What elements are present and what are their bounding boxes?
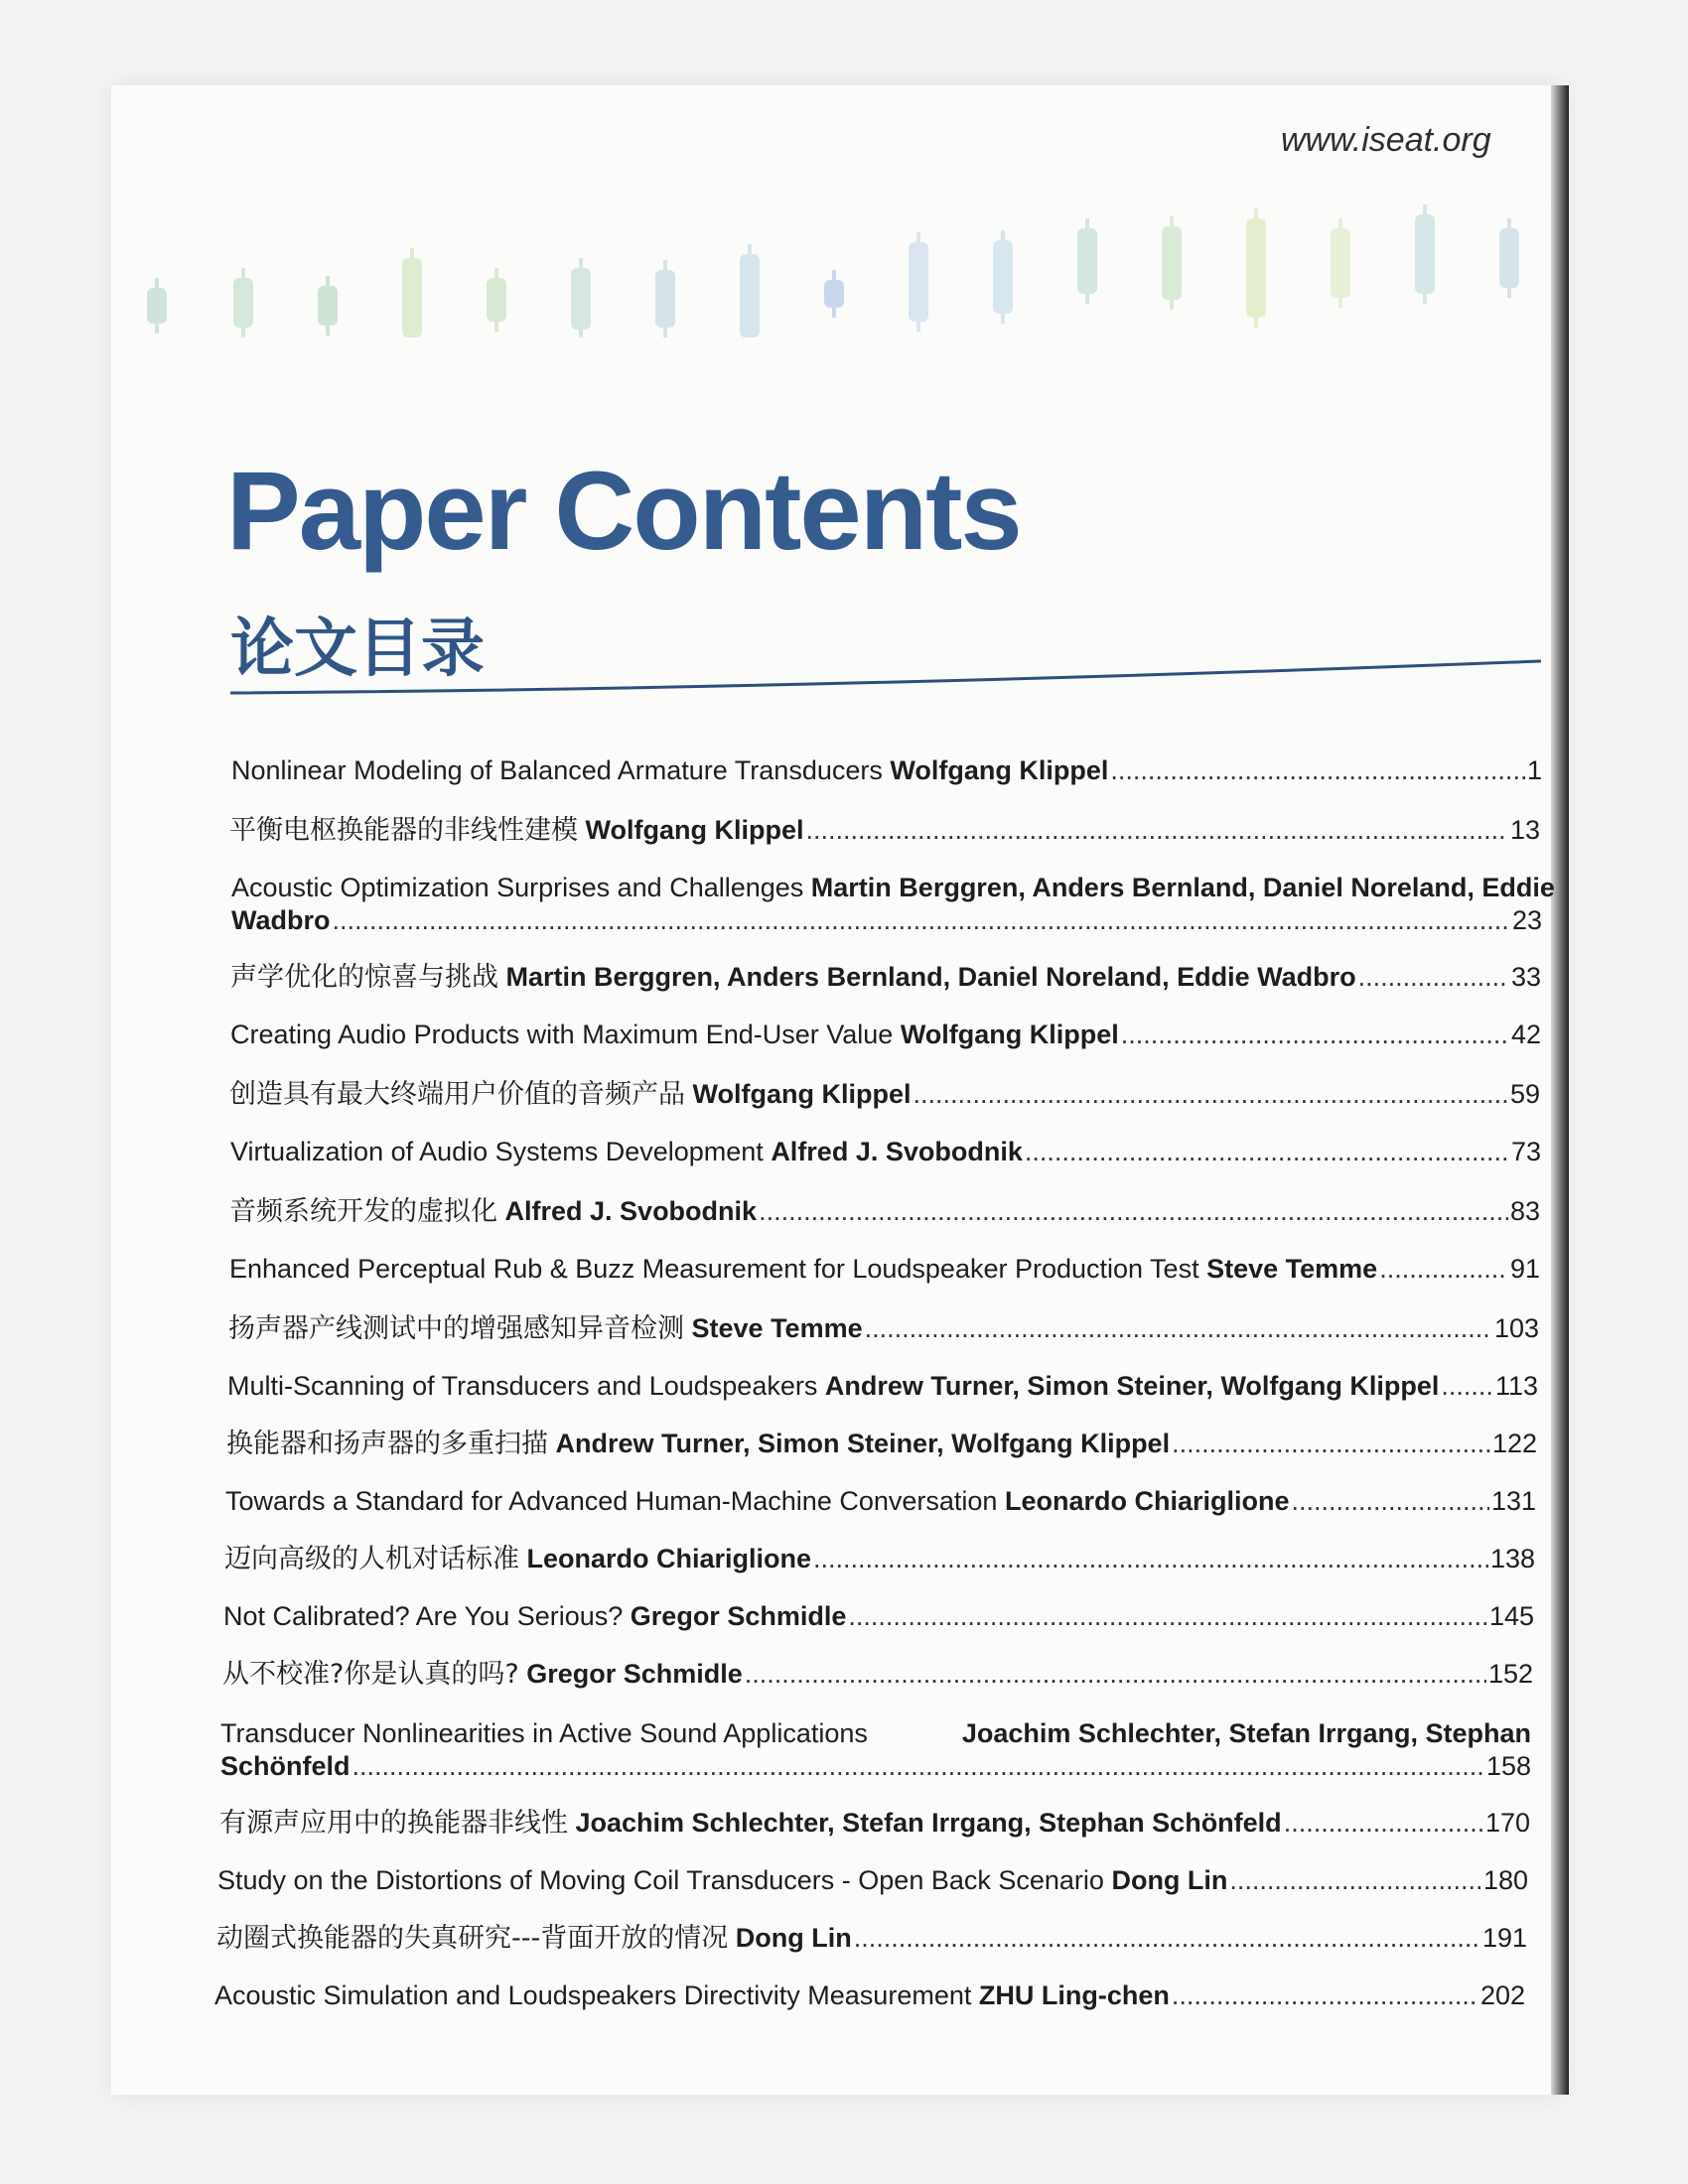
toc-entry-page: 73 bbox=[1510, 1137, 1541, 1166]
toc-entry-page: 131 bbox=[1490, 1486, 1536, 1516]
toc-entry bbox=[230, 961, 1541, 994]
toc-entry-page: 170 bbox=[1484, 1808, 1530, 1838]
toc-entry bbox=[223, 1600, 1534, 1633]
toc-entry-leader bbox=[813, 1543, 1488, 1575]
toc-entry-title: Creating Audio Products with Maximum End-User Value bbox=[230, 1020, 894, 1049]
toc-entry-leader bbox=[1025, 1136, 1509, 1168]
toc-entry-title: 迈向高级的人机对话标准 bbox=[224, 1544, 519, 1574]
toc-entry bbox=[220, 1717, 1531, 1783]
toc-entry-leader bbox=[1229, 1864, 1481, 1897]
toc-entry-title: 从不校准?你是认真的吗? bbox=[222, 1659, 519, 1690]
toc-entry-authors-cont: Schönfeld bbox=[220, 1751, 351, 1781]
toc-entry bbox=[230, 1136, 1541, 1168]
toc-entry bbox=[222, 1658, 1533, 1691]
toc-entry-title: 创造具有最大终端用户价值的音频产品 bbox=[229, 1079, 685, 1110]
toc-entry bbox=[227, 1370, 1538, 1403]
toc-entry bbox=[230, 1019, 1541, 1051]
toc-entry bbox=[225, 1485, 1536, 1518]
page-subtitle: 论文目录 bbox=[230, 613, 485, 686]
toc-entry-authors: Gregor Schmidle bbox=[630, 1601, 847, 1631]
toc-entry bbox=[219, 1807, 1530, 1840]
toc-entry-page: 103 bbox=[1493, 1313, 1539, 1343]
toc-entry-title: Virtualization of Audio Systems Development bbox=[230, 1137, 764, 1166]
toc-entry bbox=[231, 754, 1542, 787]
toc-entry-title: Transducer Nonlinearities in Active Sound Applications bbox=[220, 1718, 868, 1748]
toc-entry-authors: Joachim Schlechter, Stefan Irrgang, Stephan bbox=[961, 1718, 1531, 1748]
toc-entry-leader bbox=[1358, 961, 1509, 994]
toc-entry-title: 换能器和扬声器的多重扫描 bbox=[226, 1429, 548, 1459]
toc-entry-leader bbox=[865, 1312, 1492, 1345]
toc-entry-page: 138 bbox=[1489, 1544, 1535, 1573]
toc-entry-leader bbox=[854, 1922, 1480, 1955]
toc-entry-leader bbox=[1172, 1979, 1478, 2012]
toc-entry-leader bbox=[1291, 1485, 1488, 1518]
toc-entry-page: 202 bbox=[1479, 1980, 1525, 2010]
toc-entry-title: 平衡电枢换能器的非线性建模 bbox=[229, 815, 578, 846]
toc-entry-authors: Steve Temme bbox=[1206, 1254, 1378, 1284]
toc-entry-page: 113 bbox=[1494, 1371, 1538, 1401]
toc-entry bbox=[226, 1428, 1537, 1460]
toc-entry-page: 158 bbox=[1485, 1751, 1531, 1781]
toc-entry-title: 扬声器产线测试中的增强感知异音检测 bbox=[228, 1313, 684, 1344]
toc-entry-authors: Steve Temme bbox=[691, 1313, 863, 1343]
toc-entry bbox=[224, 1543, 1535, 1575]
toc-entry-authors: Wolfgang Klippel bbox=[585, 815, 804, 845]
toc-entry-authors: Wolfgang Klippel bbox=[900, 1020, 1119, 1049]
toc-entry-title: Towards a Standard for Advanced Human-Machine Conversation bbox=[225, 1486, 998, 1516]
toc-entry bbox=[217, 1864, 1528, 1897]
toc-entry-authors: Leonardo Chiariglione bbox=[526, 1544, 812, 1573]
toc-entry bbox=[229, 1253, 1540, 1286]
toc-entry-authors: Dong Lin bbox=[735, 1923, 852, 1953]
toc-entry-leader bbox=[1379, 1253, 1508, 1286]
toc-entry bbox=[229, 1078, 1540, 1111]
toc-entry bbox=[229, 1195, 1540, 1228]
toc-entry-leader bbox=[745, 1658, 1486, 1691]
toc-entry-page: 23 bbox=[1511, 905, 1542, 935]
toc-entry-page: 42 bbox=[1510, 1020, 1541, 1049]
toc-entry-leader bbox=[806, 814, 1508, 847]
toc-entry-title: 动圈式换能器的失真研究---背面开放的情况 bbox=[216, 1923, 729, 1954]
toc-entry-title: 声学优化的惊喜与挑战 bbox=[230, 962, 498, 993]
toc-entry bbox=[231, 872, 1555, 937]
toc-entry-leader bbox=[1172, 1428, 1490, 1460]
toc-entry-page: 1 bbox=[1526, 755, 1542, 785]
toc-entry-authors: Dong Lin bbox=[1111, 1865, 1228, 1895]
toc-entry bbox=[216, 1922, 1527, 1955]
toc-entry-authors: Martin Berggren, Anders Bernland, Daniel Noreland, Eddie bbox=[810, 873, 1555, 902]
toc-entry-authors: Andrew Turner, Simon Steiner, Wolfgang Klippel bbox=[555, 1429, 1171, 1458]
toc-entry-leader bbox=[1284, 1807, 1483, 1840]
toc-entry-authors: Gregor Schmidle bbox=[526, 1659, 743, 1689]
toc-entry-title: 音频系统开发的虚拟化 bbox=[229, 1196, 497, 1227]
toc-entry-title: Enhanced Perceptual Rub & Buzz Measurement for Loudspeaker Production Test bbox=[229, 1254, 1199, 1284]
toc-entry-page: 33 bbox=[1510, 962, 1541, 992]
toc-entry-page: 83 bbox=[1509, 1196, 1540, 1226]
toc-entry-leader bbox=[352, 1750, 1484, 1783]
toc-entry-authors: Alfred J. Svobodnik bbox=[504, 1196, 758, 1226]
toc-entry-leader bbox=[1441, 1370, 1493, 1403]
toc-entry-title: Not Calibrated? Are You Serious? bbox=[223, 1601, 624, 1631]
toc-entry-authors: Wolfgang Klippel bbox=[692, 1079, 912, 1109]
toc-entry bbox=[228, 1312, 1539, 1345]
toc-entry-title: Study on the Distortions of Moving Coil Transducers - Open Back Scenario bbox=[217, 1865, 1104, 1895]
toc-entry-leader bbox=[914, 1078, 1508, 1111]
toc-entry-authors: Andrew Turner, Simon Steiner, Wolfgang Klippel bbox=[824, 1371, 1440, 1401]
toc-entry-authors: Wolfgang Klippel bbox=[890, 755, 1109, 785]
toc-entry-leader bbox=[1110, 754, 1525, 787]
toc-entry bbox=[229, 814, 1540, 847]
toc-entry-page: 145 bbox=[1488, 1601, 1534, 1631]
toc-entry-title: Multi-Scanning of Transducers and Loudspeakers bbox=[227, 1371, 818, 1401]
toc-entry-title: Acoustic Simulation and Loudspeakers Directivity Measurement bbox=[214, 1980, 972, 2010]
toc-entry-page: 180 bbox=[1482, 1865, 1528, 1895]
toc-entry-authors: Martin Berggren, Anders Bernland, Daniel Noreland, Eddie Wadbro bbox=[505, 962, 1356, 992]
toc-entry-authors: Alfred J. Svobodnik bbox=[771, 1137, 1023, 1166]
toc-entry-page: 13 bbox=[1509, 815, 1540, 845]
toc-entry-authors-cont: Wadbro bbox=[231, 905, 331, 935]
toc-entry-page: 152 bbox=[1487, 1659, 1533, 1689]
toc-entry-title: Acoustic Optimization Surprises and Challenges bbox=[231, 873, 804, 902]
toc-entry-authors: Leonardo Chiariglione bbox=[1004, 1486, 1290, 1516]
toc-entry-page: 91 bbox=[1509, 1254, 1540, 1284]
site-url: www.iseat.org bbox=[1281, 121, 1491, 159]
toc-entry-leader bbox=[848, 1600, 1487, 1633]
toc-entry-page: 59 bbox=[1509, 1079, 1540, 1109]
toc-entry-title: 有源声应用中的换能器非线性 bbox=[219, 1808, 568, 1839]
toc-entry-leader bbox=[1121, 1019, 1509, 1051]
toc-entry bbox=[214, 1979, 1525, 2012]
page-title: Paper Contents bbox=[226, 449, 1021, 573]
toc-entry-page: 122 bbox=[1491, 1429, 1537, 1458]
toc-entry-page: 191 bbox=[1481, 1923, 1527, 1953]
toc-entry-leader bbox=[759, 1195, 1508, 1228]
toc-entry-authors: Joachim Schlechter, Stefan Irrgang, Stephan Schönfeld bbox=[575, 1808, 1282, 1838]
toc-entry-title: Nonlinear Modeling of Balanced Armature Transducers bbox=[231, 755, 883, 785]
toc-entry-authors: ZHU Ling-chen bbox=[978, 1980, 1170, 2010]
toc-entry-leader bbox=[332, 904, 1509, 937]
